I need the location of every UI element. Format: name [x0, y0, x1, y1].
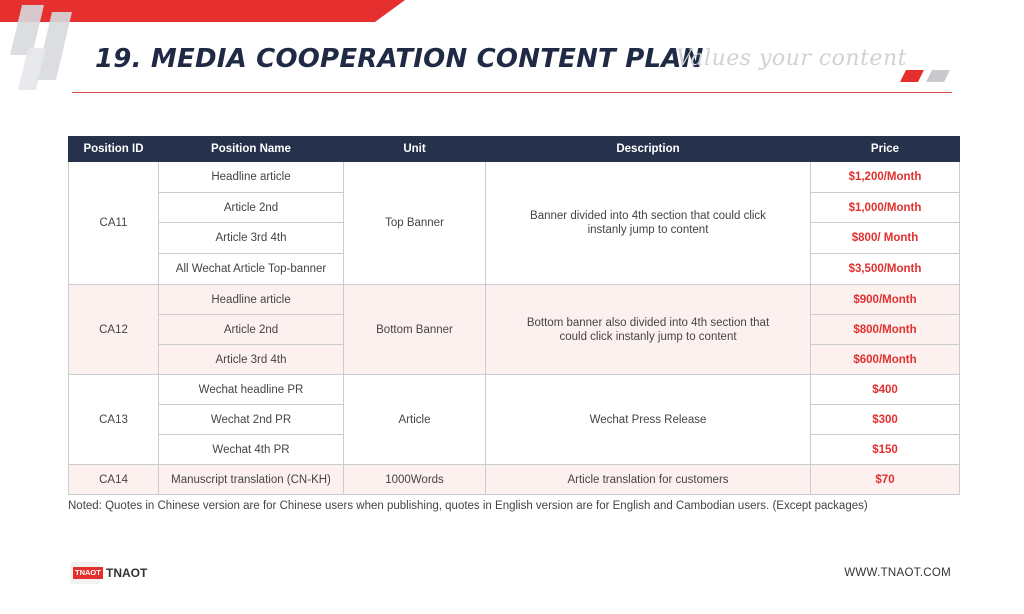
title-accent-parallelograms — [900, 70, 956, 84]
accent-red-parallelogram — [900, 70, 924, 82]
table-row — [69, 375, 960, 405]
accent-gray-parallelogram — [926, 70, 950, 82]
col-header-description: Description — [486, 137, 811, 162]
position-name-cell: Wechat 2nd PR — [159, 405, 344, 435]
col-header-unit: Unit — [344, 137, 486, 162]
table-row — [69, 285, 960, 315]
position-name-cell: Article 2nd — [159, 193, 344, 223]
price-cell: $800/Month — [811, 315, 960, 345]
brand-name: TNAOT — [106, 566, 148, 580]
position-id-cell: CA13 — [69, 375, 159, 465]
position-name-cell: Headline article — [159, 162, 344, 193]
position-name-cell: Headline article — [159, 285, 344, 315]
table-row — [69, 162, 960, 193]
description-cell: Banner divided into 4th section that could click instanly jump to content — [486, 162, 811, 285]
position-name-cell: Article 2nd — [159, 315, 344, 345]
position-id-cell: CA12 — [69, 285, 159, 375]
unit-cell: 1000Words — [344, 465, 486, 495]
logo-badge: TNAOT — [75, 568, 101, 577]
price-cell: $1,000/Month — [811, 193, 960, 223]
price-cell: $800/ Month — [811, 223, 960, 254]
footnote: Noted: Quotes in Chinese version are for Chinese users when publishing, quotes in English version are for English and Cambodian users. (Except packages) — [68, 500, 868, 512]
description-cell: Article translation for customers — [486, 465, 811, 495]
position-id-cell: CA11 — [69, 162, 159, 285]
position-name-cell: All Wechat Article Top-banner — [159, 254, 344, 285]
title-underline — [72, 92, 952, 93]
price-cell: $600/Month — [811, 345, 960, 375]
price-cell: $900/Month — [811, 285, 960, 315]
col-header-position-id: Position ID — [69, 137, 159, 162]
unit-cell: Bottom Banner — [344, 285, 486, 375]
table-header-row — [69, 137, 960, 162]
description-cell: Wechat Press Release — [486, 375, 811, 465]
table-row — [69, 465, 960, 495]
position-name-cell: Manuscript translation (CN-KH) — [159, 465, 344, 495]
position-name-cell: Wechat headline PR — [159, 375, 344, 405]
position-name-cell: Article 3rd 4th — [159, 345, 344, 375]
price-cell: $400 — [811, 375, 960, 405]
content-plan-table — [68, 136, 960, 495]
unit-cell: Article — [344, 375, 486, 465]
price-cell: $70 — [811, 465, 960, 495]
col-header-price: Price — [811, 137, 960, 162]
description-cell: Bottom banner also divided into 4th section that could click instanly jump to content — [486, 285, 811, 375]
position-name-cell: Article 3rd 4th — [159, 223, 344, 254]
col-header-position-name: Position Name — [159, 137, 344, 162]
price-cell: $150 — [811, 435, 960, 465]
page-title: 19. MEDIA COOPERATION CONTENT PLAN — [95, 44, 704, 74]
position-name-cell: Wechat 4th PR — [159, 435, 344, 465]
position-id-cell: CA14 — [69, 465, 159, 495]
corner-gray-stripe-2 — [36, 12, 72, 80]
tagline: Values your content — [676, 46, 907, 71]
price-cell: $1,200/Month — [811, 162, 960, 193]
price-cell: $300 — [811, 405, 960, 435]
website-url: WWW.TNAOT.COM — [844, 567, 951, 579]
price-cell: $3,500/Month — [811, 254, 960, 285]
unit-cell: Top Banner — [344, 162, 486, 285]
